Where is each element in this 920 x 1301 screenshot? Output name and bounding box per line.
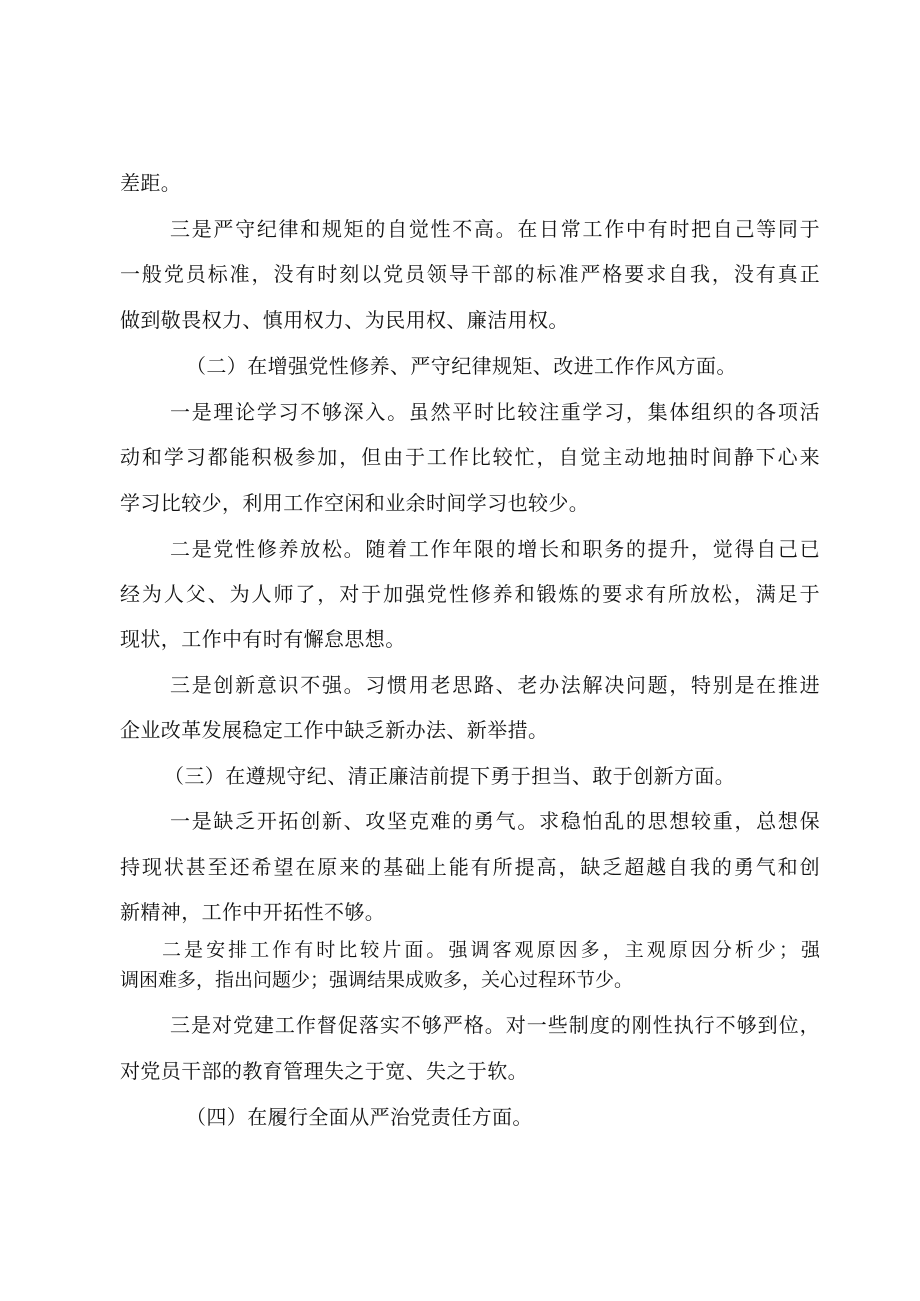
paragraph-line: 三是对党建工作督促落实不够严格。对一些制度的刚性执行不够到位， — [170, 1013, 820, 1037]
paragraph-line: 三是创新意识不强。习惯用老思路、老办法解决问题，特别是在推进 — [170, 673, 820, 697]
paragraph-line: 做到敬畏权力、慎用权力、为民用权、廉洁用权。 — [120, 308, 569, 332]
section-heading: （四）在履行全面从严治党责任方面。 — [186, 1105, 533, 1129]
paragraph-line: 二是党性修养放松。随着工作年限的增长和职务的提升，觉得自己已 — [170, 537, 820, 561]
paragraph-line: 经为人父、为人师了，对于加强党性修养和锻炼的要求有所放松，满足于 — [120, 582, 820, 606]
paragraph-line: 对党员干部的教育管理失之于宽、失之于软。 — [120, 1059, 528, 1083]
paragraph-line: 持现状甚至还希望在原来的基础上能有所提高，缺乏超越自我的勇气和创 — [120, 855, 820, 879]
section-heading: （二）在增强党性修养、严守纪律规矩、改进工作作风方面。 — [186, 354, 737, 378]
paragraph-line: 学习比较少，利用工作空闲和业余时间学习也较少。 — [120, 491, 590, 515]
paragraph-line: 一是缺乏开拓创新、攻坚克难的勇气。求稳怕乱的思想较重，总想保 — [170, 809, 820, 833]
paragraph-line: 三是严守纪律和规矩的自觉性不高。在日常工作中有时把自己等同于 — [170, 217, 820, 241]
paragraph-line: 新精神，工作中开拓性不够。 — [120, 900, 386, 924]
paragraph-line: 调困难多，指出问题少；强调结果成败多，关心过程环节少。 — [120, 969, 634, 991]
paragraph-line: 企业改革发展稳定工作中缺乏新办法、新举措。 — [120, 718, 549, 742]
paragraph-line: 动和学习都能积极参加，但由于工作比较忙，自觉主动地抽时间静下心来 — [120, 445, 820, 469]
section-heading: （三）在遵规守纪、清正廉洁前提下勇于担当、敢于创新方面。 — [164, 764, 736, 788]
paragraph-line: 一般党员标准，没有时刻以党员领导干部的标准严格要求自我，没有真正 — [120, 262, 820, 286]
paragraph-line: 现状，工作中有时有懈怠思想。 — [120, 627, 406, 651]
paragraph-line: 二是安排工作有时比较片面。强调客观原因多，主观原因分析少；强 — [162, 939, 820, 961]
paragraph-line: 差距。 — [120, 171, 182, 195]
paragraph-line: 一是理论学习不够深入。虽然平时比较注重学习，集体组织的各项活 — [170, 400, 820, 424]
